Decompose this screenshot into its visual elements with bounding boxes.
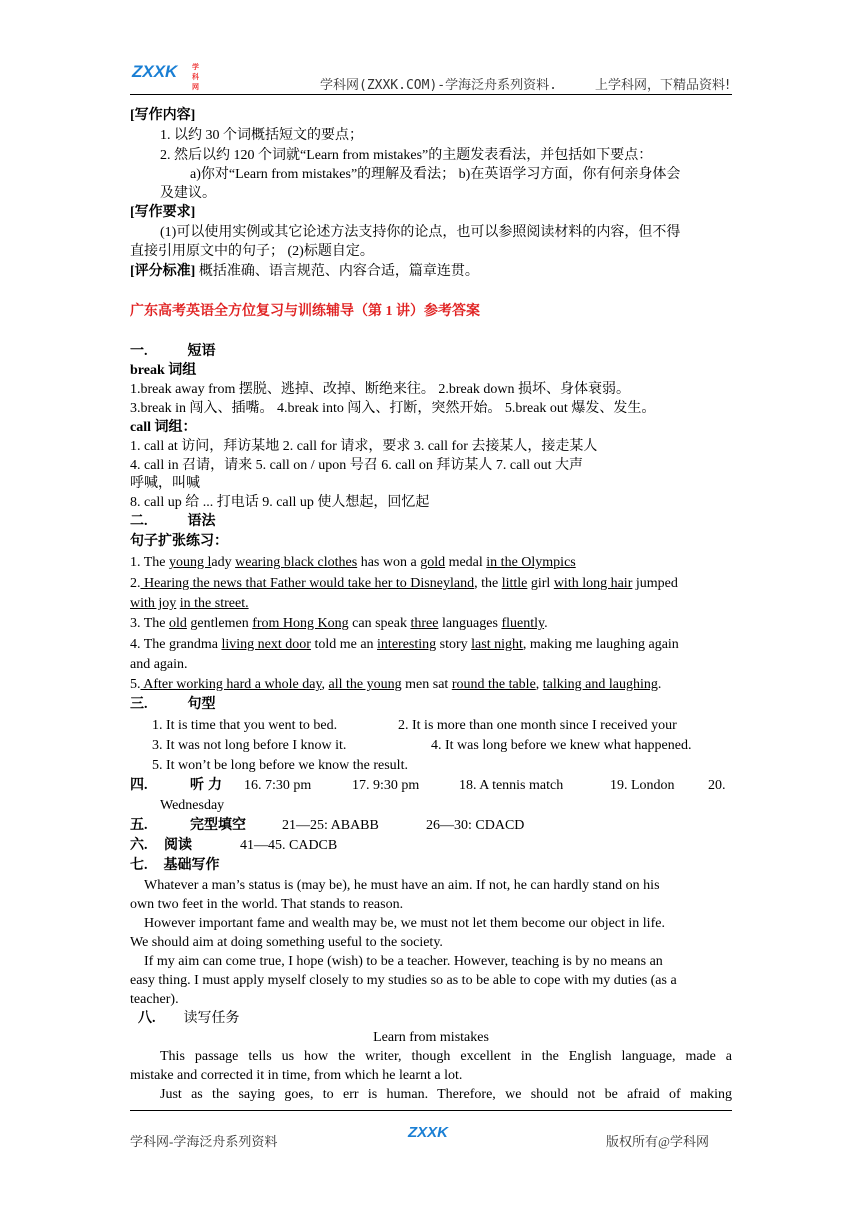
section-1-num: 一. [130,344,148,359]
header-center: 学科网(ZXXK.COM)-学海泛舟系列资料. [320,78,557,93]
section-5-num: 五. [130,818,148,833]
section-8-num: 八. [138,1011,156,1026]
listening-18: 18. A tennis match [459,778,564,793]
basic-writing-1b: own two feet in the world. That stands to reason. [130,897,404,912]
section-2-title: 语法 [187,514,216,529]
break-label: break 词组 [130,363,197,378]
section-8-heading [138,1009,240,1029]
header-logo-sub: 学科网 [192,64,199,91]
underline-2: interesting [377,637,437,652]
underline-2: little [501,576,528,591]
listening-20-answer: Wednesday [160,798,225,813]
underline-4: talking and laughing [542,677,658,692]
listening-19: 19. London [610,778,675,793]
underline-1: After working hard a whole day [140,677,322,692]
underline-4: in the Olympics [486,555,576,570]
text: 5. [130,677,141,692]
answer-title: 广东高考英语全方位复习与训练辅导（第 1 讲）参考答案 [130,304,480,319]
writing-item-2: 2. 然后以约 120 个词就“Learn from mistakes”的主题发表看法，并包括如下要点： [160,148,653,163]
header-logo [132,62,199,91]
text: told me an [310,637,378,652]
writing-content-label: [写作内容] [130,108,196,123]
call-line-4: 8. call up 给 ... 打电话 9. call up 使人想起，回忆起 [130,495,430,510]
underline-3: last night [471,637,523,652]
section-7-heading [130,856,220,876]
section-4-title: 听力 [190,778,226,793]
expand-sentence-5 [130,675,661,695]
text: men sat [401,677,452,692]
pattern-2: 2. It is more than one month since I received your [398,718,677,733]
footer-right: 版权所有@学科网 [606,1134,709,1149]
underline-2: all the young [328,677,402,692]
expand-sentence-4b: and again. [130,657,188,672]
text: medal [445,555,487,570]
underline-2: from Hong Kong [252,616,349,631]
listening-20: 20. [708,778,726,793]
pattern-3: 3. It was not long before I know it. [152,738,347,753]
underline-3: with long hair [553,576,633,591]
pattern-4: 4. It was long before we knew what happened. [431,738,692,753]
footer-rule [130,1110,732,1111]
header-logo-text: ZXXK [132,62,178,81]
underline-1: Hearing the news that Father would take her to Disneyland [140,576,475,591]
cloze-answers-b: 26—30: CDACD [426,818,525,833]
writing-item-1: 1. 以约 30 个词概括短文的要点； [160,128,363,143]
writing-item-2b: 及建议。 [160,186,216,201]
underline-3: round the table [451,677,536,692]
section-3-title: 句型 [187,697,216,712]
break-line-2: 3.break in 闯入、插嘴。 4.break into 闯入、打断，突然开始。 5.break out 爆发、发生。 [130,401,656,416]
expand-sentence-3 [130,614,548,634]
underline-1: old [169,616,187,631]
basic-writing-2a: However important fame and wealth may be, we must not let them become our object in life. [144,916,665,931]
text: . [544,616,548,631]
text: , making me laughing again [522,637,679,652]
text: 2. [130,576,141,591]
text: girl [527,576,554,591]
listening-16: 16. 7:30 pm [244,778,312,793]
writing-req-label: [写作要求] [130,205,196,220]
underline-1: with joy [130,596,177,611]
footer-left: 学科网-学海泛舟系列资料 [130,1134,278,1149]
section-6-title: 阅读 [164,838,192,853]
section-8-title: 读写任务 [183,1011,240,1026]
essay-title: Learn from mistakes [373,1030,489,1045]
section-2-heading [130,512,216,532]
call-line-1: 1. call at 访问，拜访某地 2. call for 请求，要求 3. call for 去接某人，接走某人 [130,439,598,454]
text: . [657,677,662,692]
footer-logo-text: ZXXK [408,1124,449,1141]
expand-sentence-1 [130,553,576,573]
underline-3: gold [420,555,446,570]
underline-1: living next door [221,637,311,652]
section-2-sub: 句子扩张练习： [130,534,228,549]
break-line-1: 1.break away from 摆脱、逃掉、改掉、断绝来往。 2.break down 损坏、身体衰弱。 [130,382,631,397]
header-rule [130,94,732,95]
basic-writing-3a: If my aim can come true, I hope (wish) to be a teacher. However, teaching is by no means an [144,954,663,969]
basic-writing-2b: We should aim at doing something useful to the society. [130,935,443,950]
header-right: 上学科网，下精品资料! [595,78,731,93]
document-page [130,0,732,1216]
text: 4. The grandma [130,637,222,652]
underline-1: young l [169,555,212,570]
writing-item-2a: a)你对“Learn from mistakes”的理解及看法； b)在英语学习方面，你有何亲身体会 [190,167,681,182]
writing-score [130,262,479,282]
underline-4: fluently [501,616,545,631]
basic-writing-1a: Whatever a man’s status is (may be), he must have an aim. If not, he can hardly stand on his [144,878,660,893]
section-6-num: 六. [130,838,148,853]
reading-answers: 41—45. CADCB [240,838,338,853]
text: , [321,677,329,692]
underline-3: three [410,616,439,631]
text: has won a [357,555,421,570]
essay-p2a: Just as the saying goes, to err is human. Therefore, we should not be afraid of making [160,1087,732,1102]
section-7-title: 基础写作 [163,858,220,873]
call-line-2: 4. call in 召请，请来 5. call on / upon 号召 6. call on 拜访某人 7. call out 大声 [130,458,583,473]
writing-score-label: [评分标准] [130,264,196,279]
text: jumped [632,576,678,591]
text: 1. The [130,555,170,570]
section-3-heading [130,695,216,715]
section-1-heading [130,342,216,362]
section-7-num: 七. [130,858,148,873]
text: languages [438,616,502,631]
text: , [535,677,543,692]
pattern-1: 1. It is time that you went to bed. [152,718,338,733]
call-label: call 词组： [130,420,197,435]
expand-sentence-4a [130,635,679,655]
section-2-num: 二. [130,514,148,529]
underline-2: in the street. [179,596,249,611]
expand-sentence-2b [130,594,249,614]
pattern-5: 5. It won’t be long before we know the result. [152,758,408,773]
text: story [436,637,472,652]
basic-writing-3b: easy thing. I must apply myself closely to my studies so as to be able to cope with my duties (as a [130,973,677,988]
writing-req-2: 直接引用原文中的句子； (2)标题自定。 [130,244,374,259]
text: 3. The [130,616,170,631]
cloze-answers-a: 21—25: ABABB [282,818,379,833]
text: gentlemen [186,616,253,631]
writing-score-text: 概括准确、语言规范、内容合适，篇章连贯。 [195,264,479,279]
text: can speak [348,616,411,631]
section-5-title: 完型填空 [190,818,246,833]
call-line-3: 呼喊，叫喊 [130,476,200,491]
section-1-title: 短语 [187,344,216,359]
basic-writing-3c: teacher). [130,992,179,1007]
essay-p1b: mistake and corrected it in time, from which he learnt a lot. [130,1068,463,1083]
text: ady [211,555,236,570]
expand-sentence-2a [130,574,678,594]
essay-p1a: This passage tells us how the writer, though excellent in the English language, made a [160,1049,732,1064]
section-3-num: 三. [130,697,148,712]
listening-17: 17. 9:30 pm [352,778,420,793]
section-4-num: 四. [130,778,148,793]
text: , the [474,576,502,591]
underline-2: wearing black clothes [235,555,358,570]
footer-logo [408,1124,448,1141]
writing-req-1: (1)可以使用实例或其它论述方法支持你的论点，也可以参照阅读材料的内容，但不得 [160,225,681,240]
